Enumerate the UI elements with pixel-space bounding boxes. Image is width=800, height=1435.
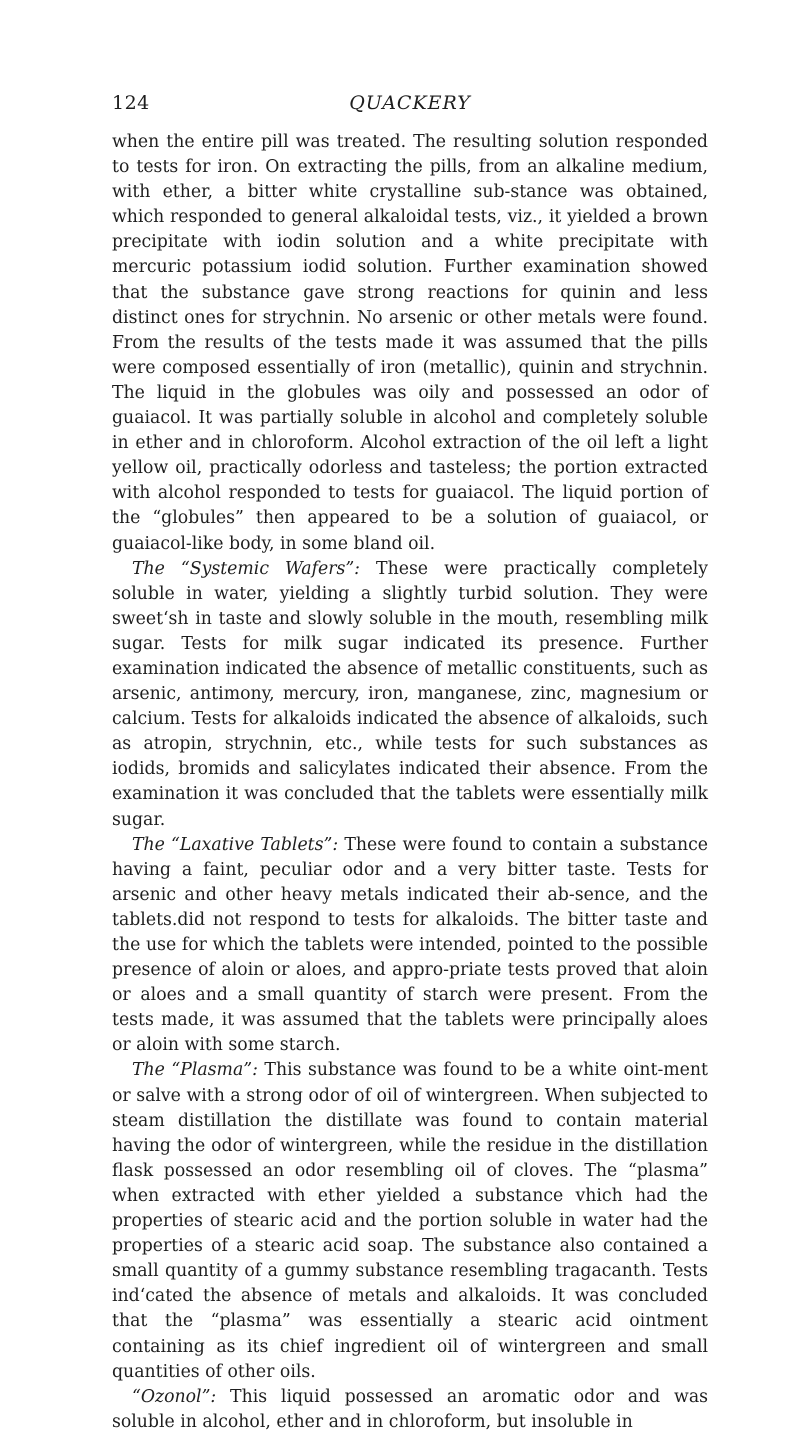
running-header xyxy=(112,92,708,122)
paragraph-ozonol xyxy=(112,1385,708,1435)
paragraph-lead: The “Plasma”: xyxy=(132,1060,258,1081)
paragraph-laxative-tablets xyxy=(112,833,708,1059)
paragraph-lead: The “Laxative Tablets”: xyxy=(132,834,339,855)
paragraph-plasma xyxy=(112,1058,708,1384)
paragraph-text: These were found to contain a substance having a faint, peculiar odor and a very bitter taste. Tests for arsenic and other heavy metals indicated their ab-sence, and the tablets.did not respond to tests for alkaloids. The bitter taste and the use for which the tablets were intended, pointed to the possible presence of aloin or aloes, and appro-priate tests proved that aloin or aloes and a small quantity of starch were present. From the tests made, it was assumed that the tablets were principally aloes or aloin with some starch. xyxy=(112,834,708,1056)
page-number: 124 xyxy=(112,92,150,114)
running-title: QUACKERY xyxy=(349,92,471,114)
paragraph-text: when the entire pill was treated. The resulting solution responded to tests for iron. On extracting the pills, from an alkaline medium, with ether, a bitter white crystalline sub-stance was obtained, which responded to general alkaloidal tests, viz., it yielded a brown precipitate with iodin solution and a white precipitate with mercuric potassium iodid solution. Further examination showed that the substance gave strong reactions for quinin and less distinct ones for strychnin. No arsenic or other metals were found. From the results of the tests made it was assumed that the pills were composed essentially of iron (metallic), quinin and strychnin. The liquid in the globules was oily and possessed an odor of guaiacol. It was partially soluble in alcohol and completely soluble in ether and in chloroform. Alcohol extraction of the oil left a light yellow oil, practically odorless and tasteless; the portion extracted with alcohol responded to tests for guaiacol. The liquid portion of the “globules” then appeared to be a solution of guaiacol, or guaiacol-like body, in some bland oil. xyxy=(112,132,708,554)
paragraph-text: These were practically completely soluble in water, yielding a slightly turbid solution. They were sweet‘sh in taste and slowly soluble in the mouth, resembling milk sugar. Tests for milk sugar indicated its presence. Further examination indicated the absence of metallic constituents, such as arsenic, antimony, mercury, iron, manganese, zinc, magnesium or calcium. Tests for alkaloids indicated the absence of alkaloids, such as atropin, strychnin, etc., while tests for such substances as iodids, bromids and salicylates indicated their absence. From the examination it was concluded that the tablets were essentially milk sugar. xyxy=(112,558,708,830)
paragraph-lead: “Ozonol”: xyxy=(132,1386,217,1407)
paragraph-lead: The “Systemic Wafers”: xyxy=(132,558,361,579)
body-text xyxy=(112,130,708,1435)
paragraph-pill-analysis xyxy=(112,130,708,557)
paragraph-text: This substance was found to be a white oint-ment or salve with a strong odor of oil of wintergreen. When subjected to steam distillation the distillate was found to contain material having the odor of wintergreen, while the residue in the distillation flask possessed an odor resembling oil of cloves. The “plasma” when extracted with ether yielded a substance vhich had the properties of stearic acid and the portion soluble in water had the properties of a stearic acid soap. The substance also contained a small quantity of a gummy substance resembling tragacanth. Tests ind‘cated the absence of metals and alkaloids. It was concluded that the “plasma” was essentially a stearic acid ointment containing as its chief ingredient oil of wintergreen and small quantities of other oils. xyxy=(112,1060,708,1382)
paragraph-systemic-wafers xyxy=(112,557,708,833)
paragraph-text: This liquid possessed an aromatic odor and was soluble in alcohol, ether and in chloroform, but insoluble in xyxy=(112,1386,708,1432)
